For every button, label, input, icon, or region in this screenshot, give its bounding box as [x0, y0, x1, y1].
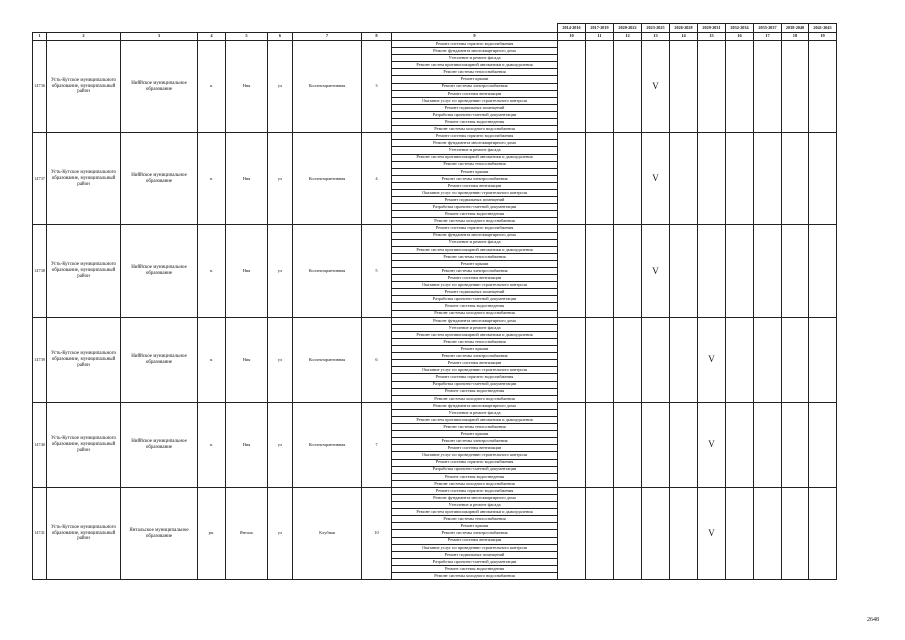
house-number-cell: 3	[362, 41, 392, 133]
period-header-row	[33, 24, 837, 33]
settlement-type-cell: п.	[198, 133, 226, 225]
work-type-cell: Ремонт фундамента многоквартирного дома	[392, 232, 558, 239]
period-cell	[754, 317, 782, 402]
house-number-cell: 7	[362, 402, 392, 487]
work-row	[33, 487, 837, 494]
period-cell	[809, 487, 837, 579]
period-cell	[670, 317, 698, 402]
header-blank-cell	[198, 24, 226, 33]
work-type-cell: Утепление и ремонт фасада	[392, 147, 558, 154]
period-cell	[782, 317, 809, 402]
work-type-cell: Ремонт системы электроснабжения	[392, 175, 558, 182]
column-number-cell: 13	[642, 33, 670, 41]
period-cell	[586, 225, 614, 317]
work-type-cell: Разработка проектно-сметной документации	[392, 558, 558, 565]
work-type-cell: Ремонт крыши	[392, 431, 558, 438]
work-type-cell: Ремонт системы теплоснабжения	[392, 516, 558, 523]
record-id-cell: 14740	[33, 402, 47, 487]
work-type-cell: Ремонт системы вентиляции	[392, 182, 558, 189]
period-cell	[670, 41, 698, 133]
street-cell: Клубная	[293, 487, 362, 579]
street-type-cell: ул	[268, 402, 293, 487]
work-type-cell: Ремонт системы горячего водоснабжения	[392, 487, 558, 494]
period-cell	[726, 402, 754, 487]
district-cell: Усть-Кутское муниципального образование, муниципальный район	[47, 402, 121, 487]
period-header-cell: 2041-2043	[809, 24, 837, 33]
column-number-cell: 15	[698, 33, 726, 41]
header-blank-cell	[226, 24, 268, 33]
period-cell	[754, 225, 782, 317]
street-cell: Коллектарантивная	[293, 317, 362, 402]
header-blank-cell	[268, 24, 293, 33]
period-mark-cell: V	[642, 225, 670, 317]
work-type-cell: Ремонт систем противопожарной автоматики и дымоудаления	[392, 331, 558, 338]
period-cell	[586, 487, 614, 579]
settlement-cell: Ния	[226, 402, 268, 487]
period-cell	[614, 487, 642, 579]
work-type-cell: Ремонт системы водоотведения	[392, 565, 558, 572]
header-blank-cell	[47, 24, 121, 33]
house-number-cell: 4	[362, 133, 392, 225]
period-cell	[754, 487, 782, 579]
period-cell	[726, 133, 754, 225]
record-id-cell: 14738	[33, 225, 47, 317]
period-mark-cell: V	[698, 487, 726, 579]
work-type-cell: Ремонт системы водоотведения	[392, 211, 558, 218]
period-cell	[614, 225, 642, 317]
period-cell	[726, 487, 754, 579]
period-cell	[558, 133, 586, 225]
period-cell	[726, 41, 754, 133]
period-header-cell: 2032-2034	[726, 24, 754, 33]
work-type-cell: Ремонт систем противопожарной автоматики и дымоудаления	[392, 509, 558, 516]
work-type-cell: Оказание услуг по проведению строительного контроля	[392, 282, 558, 289]
column-number-cell: 18	[782, 33, 809, 41]
period-cell	[809, 402, 837, 487]
period-cell	[698, 225, 726, 317]
period-header-cell: 2020-2022	[614, 24, 642, 33]
period-cell	[670, 133, 698, 225]
work-type-cell: Ремонт системы горячего водоснабжения	[392, 41, 558, 48]
period-header-cell: 2014-2016	[558, 24, 586, 33]
work-type-cell: Ремонт системы холодного водоснабжения	[392, 395, 558, 402]
house-number-cell: 10	[362, 487, 392, 579]
period-cell	[614, 317, 642, 402]
municipality-cell: Ниййское муниципальное образование	[121, 133, 198, 225]
capital-repair-register-table	[32, 23, 837, 580]
period-cell	[726, 317, 754, 402]
street-type-cell: ул	[268, 41, 293, 133]
settlement-cell: Янталь	[226, 487, 268, 579]
settlement-cell: Ния	[226, 41, 268, 133]
period-cell	[670, 402, 698, 487]
period-cell	[586, 133, 614, 225]
municipality-cell: Ниййское муниципальное образование	[121, 402, 198, 487]
page-number: 2648	[867, 617, 879, 623]
period-header-cell: 2035-2037	[754, 24, 782, 33]
column-number-cell: 7	[293, 33, 362, 41]
street-cell: Коллектарантивная	[293, 133, 362, 225]
work-type-cell: Ремонт системы горячего водоснабжения	[392, 133, 558, 140]
work-type-cell: Ремонт систем противопожарной автоматики и дымоудаления	[392, 416, 558, 423]
municipality-cell: Янтальское муниципальное образование	[121, 487, 198, 579]
settlement-cell: Ния	[226, 133, 268, 225]
period-mark-cell: V	[642, 133, 670, 225]
work-type-cell: Ремонт системы водоотведения	[392, 119, 558, 126]
record-id-cell: 14736	[33, 41, 47, 133]
header-blank-cell	[392, 24, 558, 33]
work-type-cell: Ремонт крыши	[392, 260, 558, 267]
period-cell	[782, 487, 809, 579]
work-type-cell: Ремонт системы теплоснабжения	[392, 338, 558, 345]
column-number-cell: 16	[726, 33, 754, 41]
period-mark-cell: V	[698, 317, 726, 402]
work-type-cell: Ремонт системы теплоснабжения	[392, 253, 558, 260]
work-type-cell: Утепление и ремонт фасада	[392, 502, 558, 509]
period-header-cell: 2017-2019	[586, 24, 614, 33]
work-type-cell: Ремонт системы вентиляции	[392, 360, 558, 367]
district-cell: Усть-Кутское муниципального образование, муниципальный район	[47, 133, 121, 225]
work-type-cell: Ремонт системы холодного водоснабжения	[392, 310, 558, 317]
settlement-type-cell: п.	[198, 41, 226, 133]
work-type-cell: Ремонт крыши	[392, 168, 558, 175]
column-number-cell: 10	[558, 33, 586, 41]
period-cell	[586, 402, 614, 487]
column-number-cell: 3	[121, 33, 198, 41]
work-type-cell: Ремонт систем противопожарной автоматики и дымоудаления	[392, 62, 558, 69]
district-cell: Усть-Кутское муниципального образование, муниципальный район	[47, 487, 121, 579]
street-cell: Коллектарантивная	[293, 41, 362, 133]
period-cell	[558, 225, 586, 317]
work-type-cell: Оказание услуг по проведению строительного контроля	[392, 189, 558, 196]
period-cell	[698, 41, 726, 133]
header-blank-cell	[362, 24, 392, 33]
register-body	[33, 41, 837, 580]
work-type-cell: Ремонт системы вентиляции	[392, 537, 558, 544]
record-id-cell: 14739	[33, 317, 47, 402]
period-cell	[642, 317, 670, 402]
settlement-type-cell: п.	[198, 317, 226, 402]
period-cell	[558, 41, 586, 133]
work-type-cell: Ремонт системы водоотведения	[392, 388, 558, 395]
period-header-cell: 2029-2031	[698, 24, 726, 33]
work-type-cell: Ремонт системы горячего водоснабжения	[392, 459, 558, 466]
work-type-cell: Ремонт системы электроснабжения	[392, 83, 558, 90]
period-cell	[670, 225, 698, 317]
period-header-cell: 2026-2028	[670, 24, 698, 33]
period-cell	[614, 133, 642, 225]
work-type-cell: Ремонт подвальных помещений	[392, 104, 558, 111]
work-type-cell: Ремонт фундамента многоквартирного дома	[392, 402, 558, 409]
header-blank-cell	[293, 24, 362, 33]
period-cell	[809, 225, 837, 317]
work-type-cell: Утепление и ремонт фасада	[392, 239, 558, 246]
work-type-cell: Разработка проектно-сметной документации	[392, 111, 558, 118]
municipality-cell: Ниййское муниципальное образование	[121, 41, 198, 133]
work-type-cell: Разработка проектно-сметной документации	[392, 296, 558, 303]
work-type-cell: Ремонт систем противопожарной автоматики и дымоудаления	[392, 246, 558, 253]
work-type-cell: Ремонт подвальных помещений	[392, 551, 558, 558]
work-type-cell: Оказание услуг по проведению строительного контроля	[392, 544, 558, 551]
work-row	[33, 225, 837, 232]
column-number-cell: 8	[362, 33, 392, 41]
period-cell	[614, 41, 642, 133]
street-cell: Коллектарантивная	[293, 225, 362, 317]
period-cell	[558, 487, 586, 579]
period-cell	[642, 487, 670, 579]
period-cell	[586, 41, 614, 133]
period-cell	[558, 317, 586, 402]
work-type-cell: Разработка проектно-сметной документации	[392, 204, 558, 211]
column-number-cell: 17	[754, 33, 782, 41]
work-type-cell: Оказание услуг по проведению строительного контроля	[392, 452, 558, 459]
work-type-cell: Ремонт системы электроснабжения	[392, 438, 558, 445]
work-type-cell: Ремонт системы водоотведения	[392, 473, 558, 480]
work-type-cell: Ремонт системы водоотведения	[392, 303, 558, 310]
column-number-row	[33, 33, 837, 41]
period-cell	[809, 133, 837, 225]
municipality-cell: Ниййское муниципальное образование	[121, 225, 198, 317]
period-cell	[782, 225, 809, 317]
work-row	[33, 317, 837, 324]
street-type-cell: ул	[268, 225, 293, 317]
work-type-cell: Ремонт системы холодного водоснабжения	[392, 218, 558, 225]
column-number-cell: 4	[198, 33, 226, 41]
period-cell	[558, 402, 586, 487]
work-type-cell: Ремонт системы вентиляции	[392, 445, 558, 452]
column-number-cell: 5	[226, 33, 268, 41]
work-type-cell: Ремонт системы теплоснабжения	[392, 424, 558, 431]
period-cell	[782, 41, 809, 133]
work-type-cell: Ремонт системы горячего водоснабжения	[392, 374, 558, 381]
period-cell	[754, 133, 782, 225]
period-cell	[670, 487, 698, 579]
column-number-cell: 19	[809, 33, 837, 41]
column-number-cell: 14	[670, 33, 698, 41]
street-type-cell: ул	[268, 317, 293, 402]
street-type-cell: ул	[268, 133, 293, 225]
period-cell	[698, 133, 726, 225]
street-type-cell: ул	[268, 487, 293, 579]
street-cell: Коллектарантивная	[293, 402, 362, 487]
header-blank-cell	[121, 24, 198, 33]
work-type-cell: Ремонт системы электроснабжения	[392, 268, 558, 275]
district-cell: Усть-Кутское муниципального образование, муниципальный район	[47, 41, 121, 133]
work-type-cell: Ремонт системы горячего водоснабжения	[392, 225, 558, 232]
work-type-cell: Утепление и ремонт фасада	[392, 55, 558, 62]
work-type-cell: Ремонт системы вентиляции	[392, 275, 558, 282]
period-header-cell: 2038-2040	[782, 24, 809, 33]
house-number-cell: 6	[362, 317, 392, 402]
work-row	[33, 41, 837, 48]
header-blank-cell	[33, 24, 47, 33]
settlement-cell: Ния	[226, 317, 268, 402]
work-type-cell: Ремонт системы электроснабжения	[392, 530, 558, 537]
work-type-cell: Ремонт системы вентиляции	[392, 90, 558, 97]
settlement-type-cell: п.	[198, 402, 226, 487]
work-type-cell: Разработка проектно-сметной документации	[392, 381, 558, 388]
document-sheet	[32, 23, 837, 580]
work-type-cell: Утепление и ремонт фасада	[392, 409, 558, 416]
column-number-cell: 12	[614, 33, 642, 41]
period-cell	[642, 402, 670, 487]
record-id-cell: 14741	[33, 487, 47, 579]
work-type-cell: Ремонт фундамента многоквартирного дома	[392, 317, 558, 324]
column-number-cell: 9	[392, 33, 558, 41]
period-cell	[809, 41, 837, 133]
period-cell	[754, 41, 782, 133]
work-type-cell: Ремонт систем противопожарной автоматики и дымоудаления	[392, 154, 558, 161]
column-number-cell: 6	[268, 33, 293, 41]
settlement-cell: Ния	[226, 225, 268, 317]
column-number-cell: 2	[47, 33, 121, 41]
period-cell	[809, 317, 837, 402]
column-number-cell: 1	[33, 33, 47, 41]
period-header-cell: 2023-2025	[642, 24, 670, 33]
work-row	[33, 133, 837, 140]
period-cell	[782, 402, 809, 487]
work-type-cell: Ремонт системы холодного водоснабжения	[392, 480, 558, 487]
work-type-cell: Оказание услуг по проведению строительного контроля	[392, 367, 558, 374]
column-number-cell: 11	[586, 33, 614, 41]
period-cell	[726, 225, 754, 317]
work-type-cell: Оказание услуг по проведению строительного контроля	[392, 97, 558, 104]
work-type-cell: Ремонт крыши	[392, 346, 558, 353]
district-cell: Усть-Кутское муниципального образование, муниципальный район	[47, 317, 121, 402]
work-type-cell: Ремонт системы теплоснабжения	[392, 69, 558, 76]
work-type-cell: Ремонт системы холодного водоснабжения	[392, 573, 558, 580]
work-type-cell: Разработка проектно-сметной документации	[392, 466, 558, 473]
work-type-cell: Ремонт крыши	[392, 76, 558, 83]
settlement-type-cell: рп.	[198, 487, 226, 579]
period-cell	[782, 133, 809, 225]
period-cell	[614, 402, 642, 487]
period-mark-cell: V	[698, 402, 726, 487]
period-mark-cell: V	[642, 41, 670, 133]
work-type-cell: Ремонт крыши	[392, 523, 558, 530]
work-type-cell: Ремонт подвальных помещений	[392, 289, 558, 296]
work-row	[33, 402, 837, 409]
work-type-cell: Ремонт системы холодного водоснабжения	[392, 126, 558, 133]
work-type-cell: Ремонт фундамента многоквартирного дома	[392, 140, 558, 147]
district-cell: Усть-Кутское муниципального образование, муниципальный район	[47, 225, 121, 317]
work-type-cell: Ремонт системы электроснабжения	[392, 353, 558, 360]
period-cell	[586, 317, 614, 402]
work-type-cell: Ремонт фундамента многоквартирного дома	[392, 495, 558, 502]
period-cell	[754, 402, 782, 487]
settlement-type-cell: п.	[198, 225, 226, 317]
municipality-cell: Ниййское муниципальное образование	[121, 317, 198, 402]
work-type-cell: Ремонт подвальных помещений	[392, 197, 558, 204]
work-type-cell: Утепление и ремонт фасада	[392, 324, 558, 331]
house-number-cell: 5	[362, 225, 392, 317]
record-id-cell: 14737	[33, 133, 47, 225]
work-type-cell: Ремонт системы теплоснабжения	[392, 161, 558, 168]
work-type-cell: Ремонт фундамента многоквартирного дома	[392, 48, 558, 55]
